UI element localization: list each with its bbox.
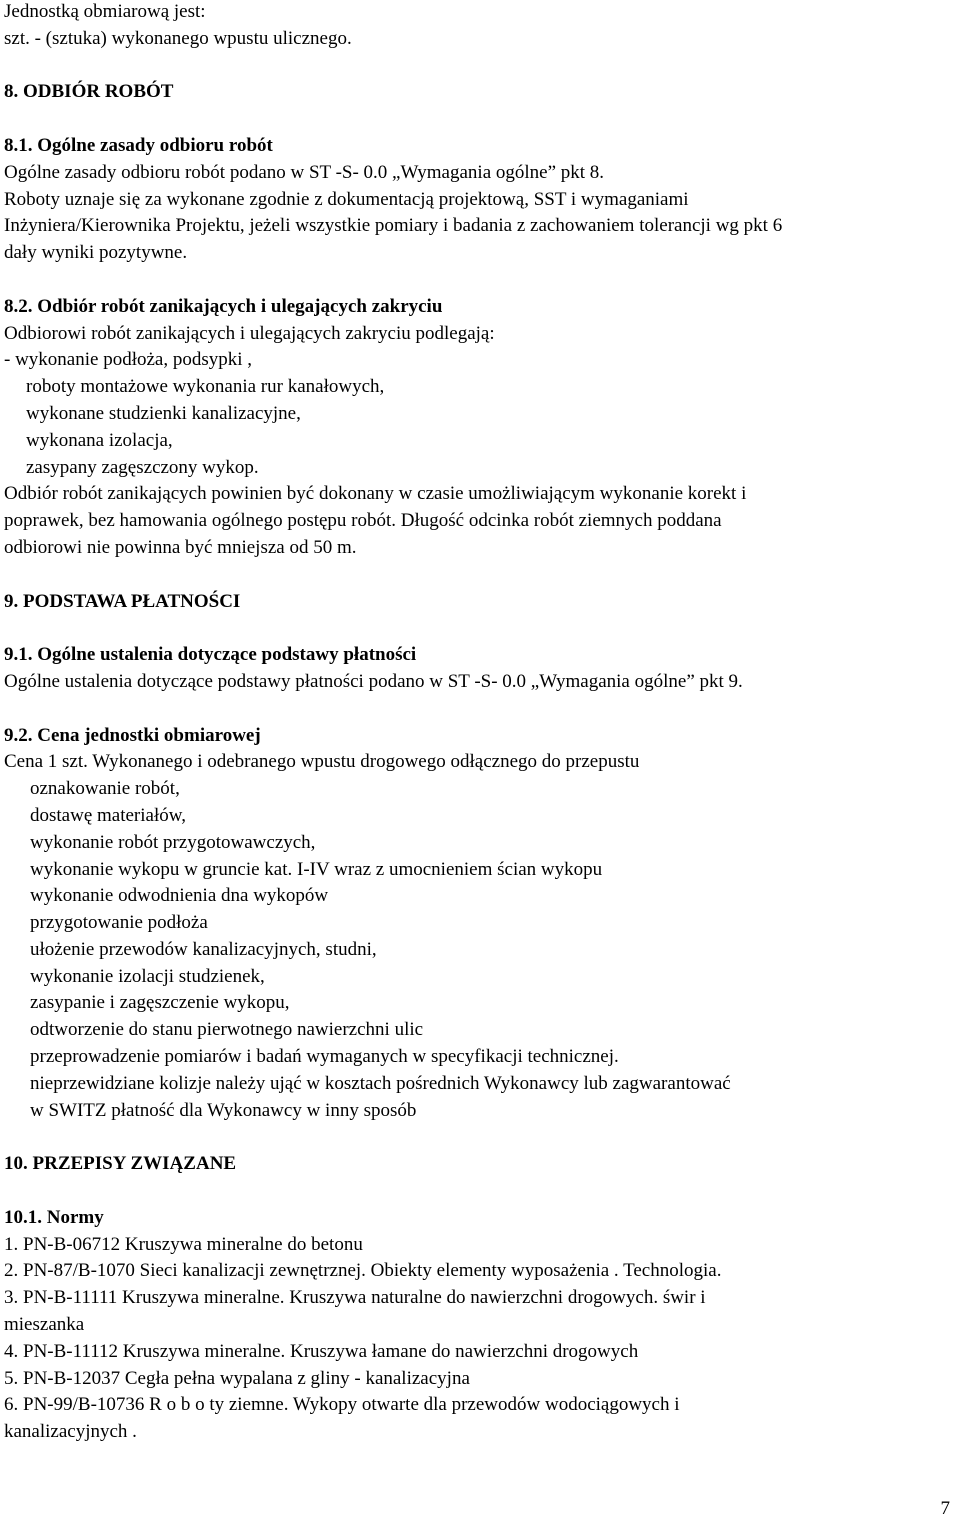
section-8-1-line: Roboty uznaje się za wykonane zgodnie z dokumentacją projektową, SST i wymaganiami [4, 188, 689, 210]
norm-line: 5. PN-B-12037 Cegła pełna wypalana z gliny - kanalizacyjna [4, 1367, 470, 1389]
section-9-heading: 9. PODSTAWA PŁATNOŚCI [4, 590, 241, 612]
section-9-2-item: przeprowadzenie pomiarów i badań wymaganych w specyfikacji technicznej. [30, 1046, 619, 1068]
section-8-2-closing: odbiorowi nie powinna być mniejsza od 50 m. [4, 536, 357, 558]
spacer [4, 267, 944, 294]
section-9-2-item: wykonanie izolacji studzienek, [30, 965, 265, 987]
section-9-2-item: oznakowanie robót, [30, 778, 180, 800]
section-8-2-item: zasypany zagęszczony wykop. [26, 456, 259, 478]
section-8-1-line: Inżyniera/Kierownika Projektu, jeżeli wszystkie pomiary i badania z zachowaniem tolerancji wg pkt 6 [4, 215, 783, 237]
section-8-1-heading: 8.1. Ogólne zasady odbioru robót [4, 134, 273, 156]
norm-line: 4. PN-B-11112 Kruszywa mineralne. Kruszywa łamane do nawierzchni drogowych [4, 1340, 639, 1362]
section-8-1-line: Ogólne zasady odbioru robót podano w ST -S- 0.0 „Wymagania ogólne” pkt 8. [4, 161, 605, 183]
section-8-heading: 8. ODBIÓR ROBÓT [4, 81, 174, 103]
norm-line: kanalizacyjnych . [4, 1421, 137, 1443]
section-9-2-item: w SWITZ płatność dla Wykonawcy w inny sposób [30, 1099, 417, 1121]
section-9-2-item: zasypanie i zagęszczenie wykopu, [30, 992, 290, 1014]
section-9-2-item: nieprzewidziane kolizje należy ująć w kosztach pośrednich Wykonawcy lub zagwarantować [30, 1072, 731, 1094]
section-9-1-heading: 9.1. Ogólne ustalenia dotyczące podstawy płatności [4, 644, 417, 666]
spacer [4, 696, 944, 723]
section-9-2-item: wykonanie wykopu w gruncie kat. I-IV wraz z umocnieniem ścian wykopu [30, 858, 603, 880]
section-10-1-heading: 10.1. Normy [4, 1206, 104, 1228]
section-10-heading: 10. PRZEPISY ZWIĄZANE [4, 1153, 237, 1175]
section-8-1-line: dały wyniki pozytywne. [4, 242, 188, 264]
spacer [4, 615, 944, 642]
section-8-2-item: wykonane studzienki kanalizacyjne, [26, 402, 301, 424]
section-8-2-heading: 8.2. Odbiór robót zanikających i ulegających zakryciu [4, 295, 443, 317]
section-8-2-item: wykonana izolacja, [26, 429, 173, 451]
section-9-2-item: wykonanie odwodnienia dna wykopów [30, 885, 329, 907]
section-8-2-first-item: - wykonanie podłoża, podsypki , [4, 349, 253, 371]
section-9-2-item: odtworzenie do stanu pierwotnego nawierzchni ulic [30, 1019, 424, 1041]
norm-line: 2. PN-87/B-1070 Sieci kanalizacji zewnętrznej. Obiekty elementy wyposażenia . Technologia. [4, 1260, 722, 1282]
section-9-2-item: ułożenie przewodów kanalizacyjnych, studni, [30, 938, 377, 960]
page-number: 7 [940, 1498, 950, 1519]
section-9-2-heading: 9.2. Cena jednostki obmiarowej [4, 724, 261, 746]
section-8-2-closing: poprawek, bez hamowania ogólnego postępu robót. Długość odcinka robót ziemnych poddana [4, 510, 722, 532]
section-9-2-item: dostawę materiałów, [30, 804, 186, 826]
norm-line: 3. PN-B-11111 Kruszywa mineralne. Kruszywa naturalne do nawierzchni drogowych. świr i [4, 1287, 706, 1309]
spacer [4, 106, 944, 133]
norm-line: mieszanka [4, 1314, 85, 1336]
spacer [4, 53, 944, 80]
spacer [4, 1178, 944, 1205]
section-9-2-item: przygotowanie podłoża [30, 912, 208, 934]
spacer [4, 1124, 944, 1151]
section-9-1-text: Ogólne ustalenia dotyczące podstawy płatności podano w ST -S- 0.0 „Wymagania ogólne” pkt 9. [4, 670, 743, 692]
section-8-2-intro: Odbiorowi robót zanikających i ulegających zakryciu podlegają: [4, 322, 495, 344]
section-9-2-intro: Cena 1 szt. Wykonanego i odebranego wpustu drogowego odłącznego do przepustu [4, 751, 640, 773]
norm-line: 1. PN-B-06712 Kruszywa mineralne do betonu [4, 1233, 363, 1255]
norm-line: 6. PN-99/B-10736 R o b o ty ziemne. Wykopy otwarte dla przewodów wodociągowych i [4, 1394, 680, 1416]
section-8-2-closing: Odbiór robót zanikających powinien być dokonany w czasie umożliwiającym wykonanie korekt i [4, 483, 747, 505]
section-9-2-item: wykonanie robót przygotowawczych, [30, 831, 316, 853]
section-8-2-item: roboty montażowe wykonania rur kanałowych, [26, 376, 385, 398]
intro-line-2: szt. - (sztuka) wykonanego wpustu ulicznego. [4, 27, 352, 49]
spacer [4, 562, 944, 589]
document-page [4, 0, 944, 1446]
intro-line-1: Jednostką obmiarową jest: [4, 1, 206, 22]
